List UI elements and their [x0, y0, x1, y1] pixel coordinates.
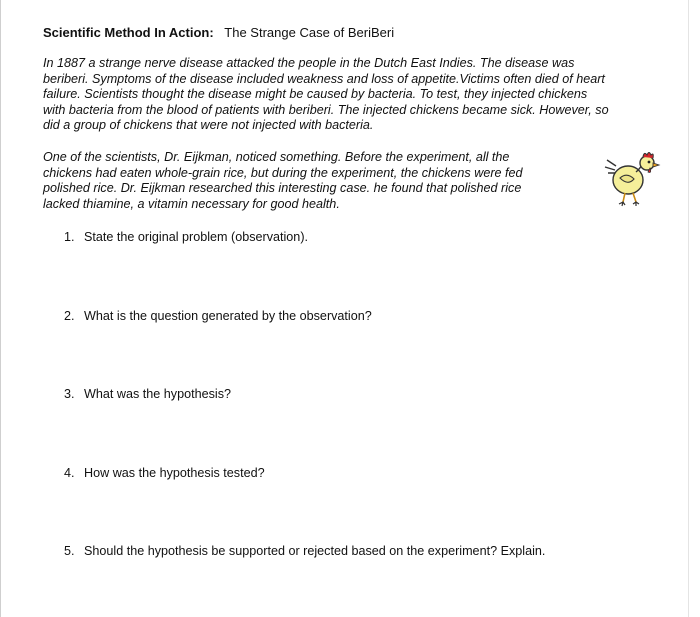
question-2: [64, 308, 372, 324]
question-4: [64, 465, 265, 481]
paragraph-2: [43, 150, 523, 212]
question-text: State the original problem (observation).: [84, 230, 309, 244]
question-text: How was the hypothesis tested?: [84, 466, 265, 480]
paragraph-line: chickens had eaten whole-grain rice, but during the experiment, the chickens were fed: [43, 165, 523, 180]
document-title: [43, 25, 394, 41]
question-number: 1.: [64, 230, 75, 244]
paragraph-line: lacked thiamine, a vitamin necessary for good health.: [43, 196, 340, 211]
paragraph-1: [43, 56, 609, 134]
question-number: 5.: [64, 544, 75, 558]
question-number: 3.: [64, 387, 75, 401]
paragraph-line: with bacteria from the blood of patients with beriberi. The injected chickens became sick. However, so: [43, 102, 609, 117]
question-text: Should the hypothesis be supported or rejected based on the experiment? Explain.: [84, 544, 546, 558]
paragraph-line: beriberi. Symptoms of the disease included weakness and loss of appetite.Victims often died of heart: [43, 71, 605, 86]
question-5: [64, 543, 545, 559]
question-1: [64, 229, 308, 245]
question-text: What was the hypothesis?: [84, 387, 232, 401]
question-text: What is the question generated by the observation?: [84, 309, 372, 323]
chicken-icon: [603, 146, 663, 208]
paragraph-line: In 1887 a strange nerve disease attacked the people in the Dutch East Indies. The disease was: [43, 56, 575, 70]
paragraph-line: failure. Scientists thought the disease might be caused by bacteria. To test, they injected chickens: [43, 87, 588, 102]
title-text: The Strange Case of BeriBeri: [224, 25, 395, 40]
paragraph-line: did a group of chickens that were not injected with bacteria.: [43, 118, 374, 133]
question-number: 2.: [64, 309, 75, 323]
question-number: 4.: [64, 466, 75, 480]
page-edge-right: [688, 0, 689, 617]
page-edge-left: [0, 0, 1, 617]
title-label: Scientific Method In Action:: [43, 25, 214, 40]
paragraph-line: One of the scientists, Dr. Eijkman, noticed something. Before the experiment, all the: [43, 150, 510, 164]
paragraph-line: polished rice. Dr. Eijkman researched this interesting case. he found that polished rice: [43, 181, 522, 196]
question-3: [64, 386, 231, 402]
